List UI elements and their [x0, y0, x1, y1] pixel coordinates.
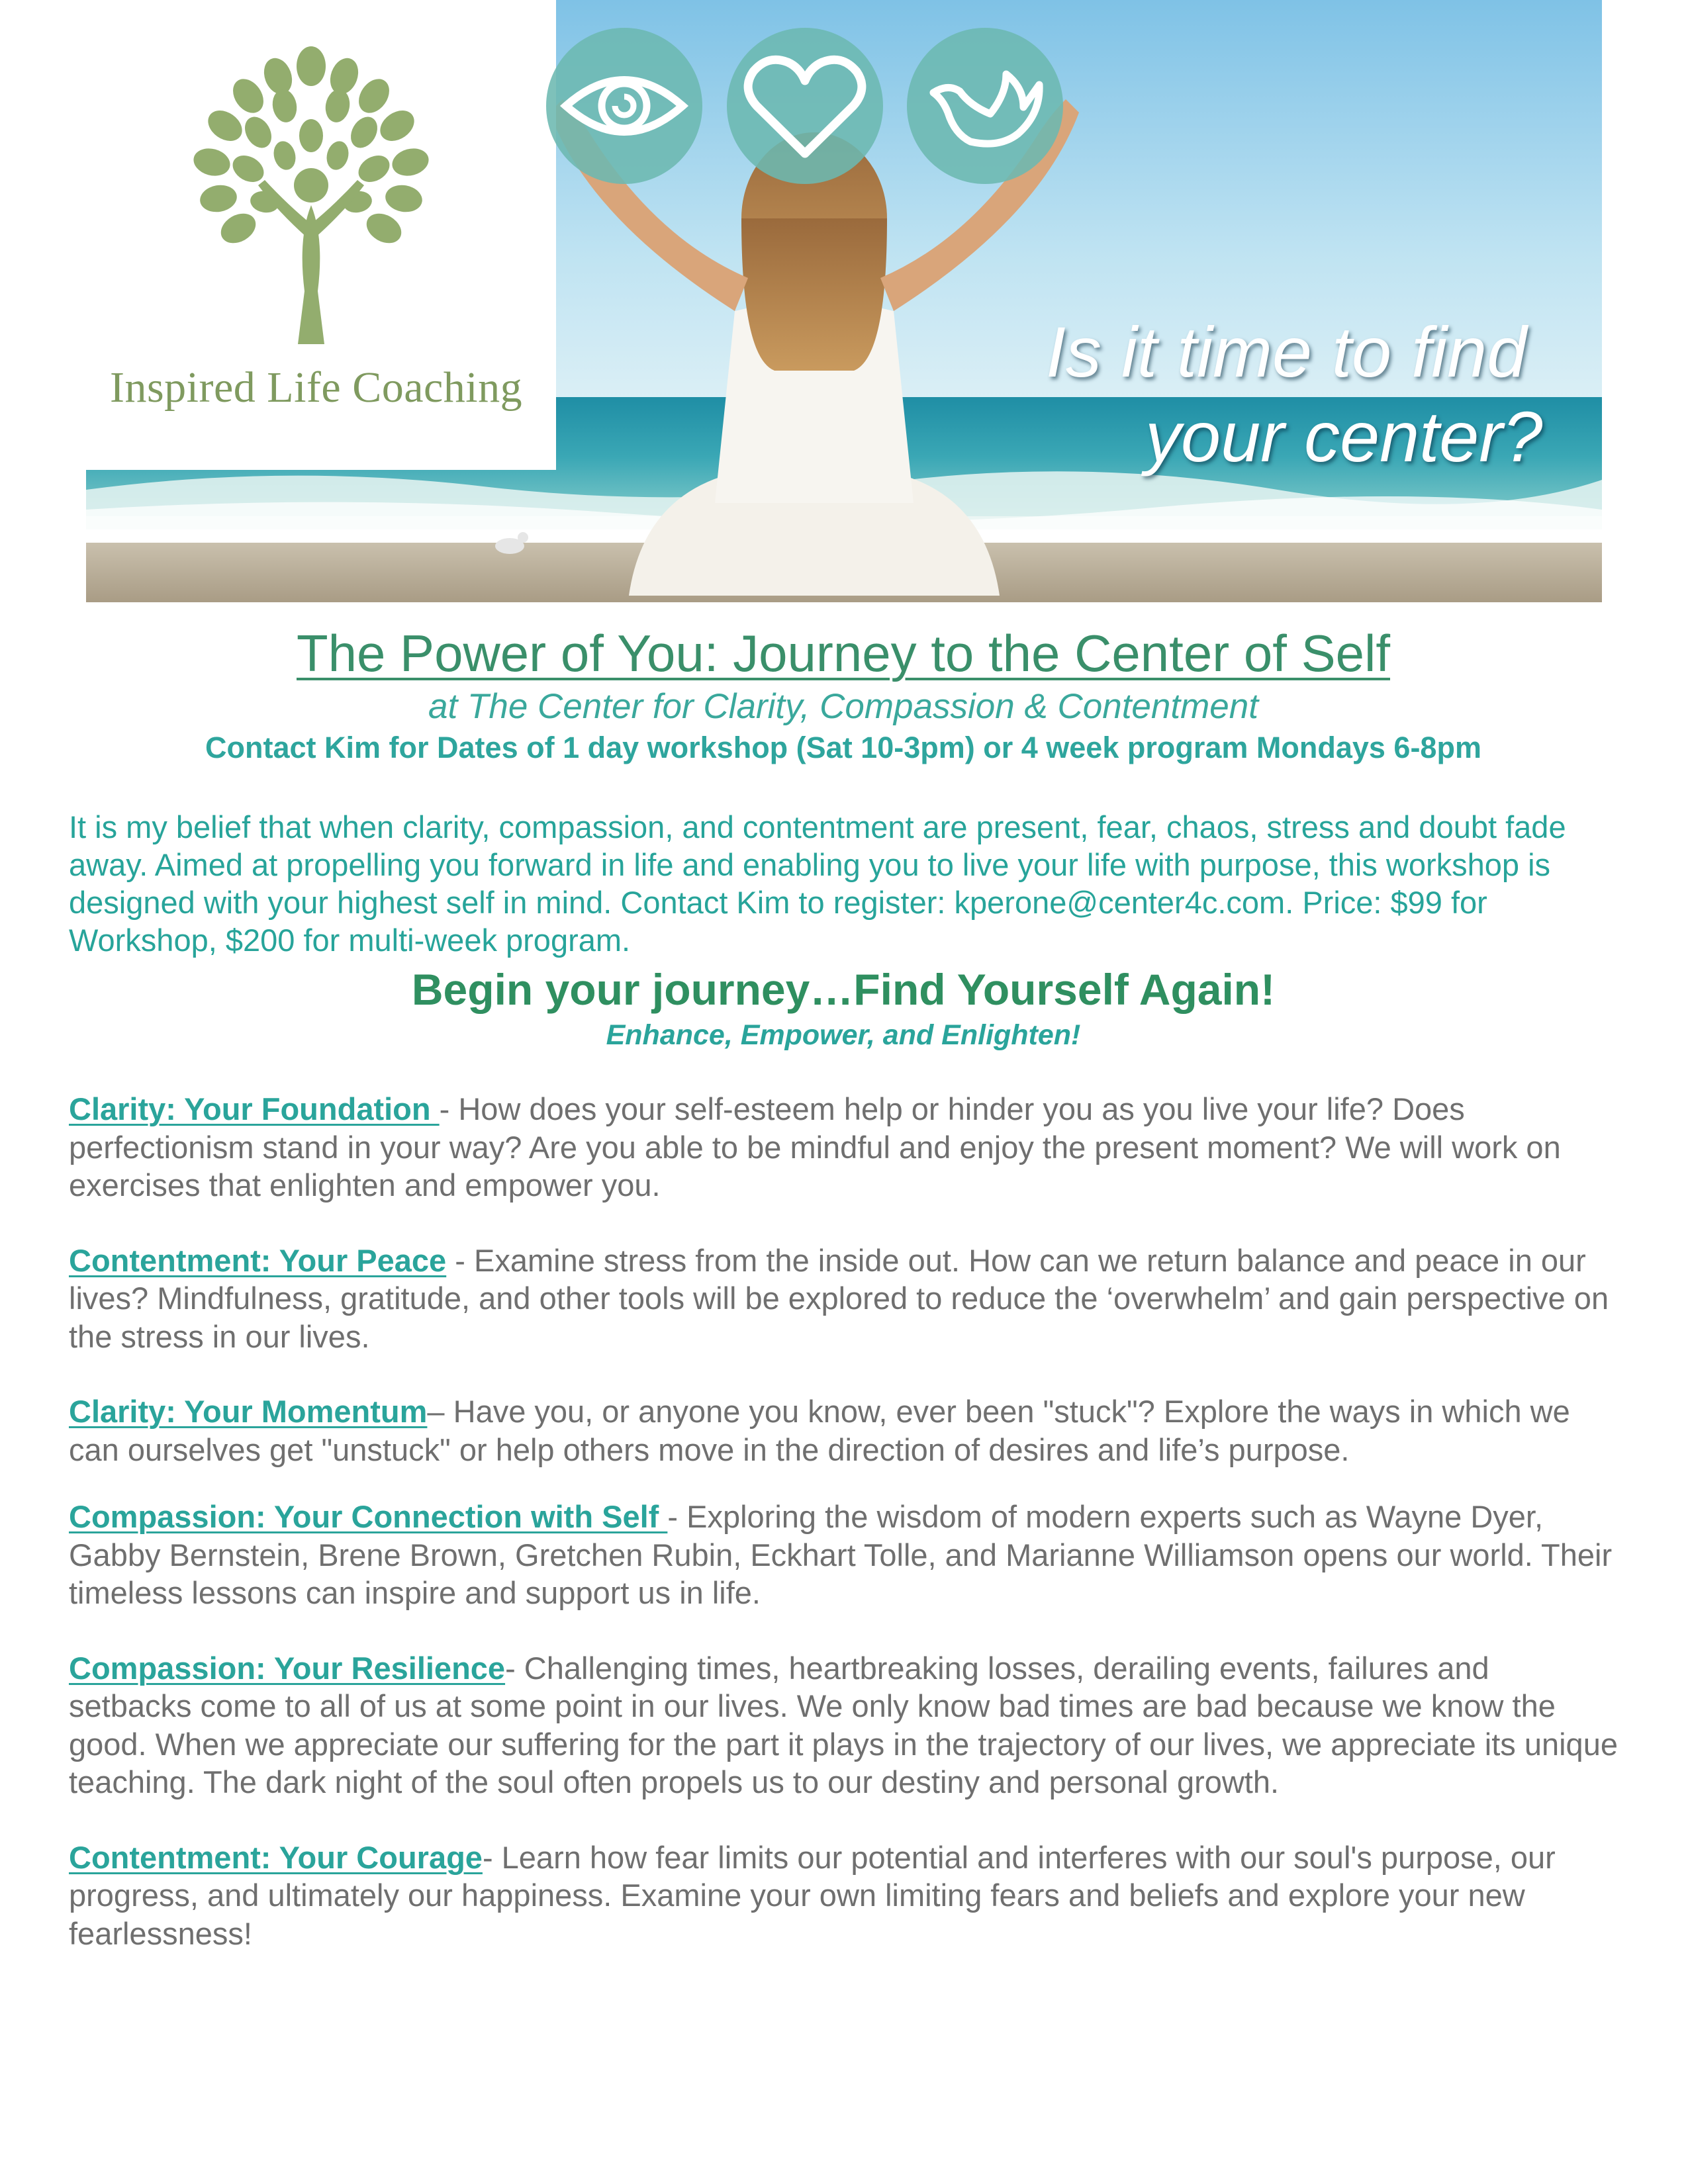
tagline-line-1: Is it time to find — [1046, 312, 1527, 392]
section-contentment-courage — [69, 1839, 1618, 1953]
heart-icon — [727, 28, 883, 184]
section-heading: Compassion: Your Connection with Self — [69, 1499, 668, 1534]
intro-paragraph: It is my belief that when clarity, compassion, and contentment are present, fear, chaos, stress and doubt fade away. Aimed at propelling you forward in life and enabling you to live your life with purpose, this workshop is designed with your highest self in mind. Contact Kim to register: kperone@center4c.com. Price: $99 for Workshop, $200 for multi-week program. — [69, 809, 1566, 958]
section-compassion-connection — [69, 1498, 1618, 1612]
hero-tagline — [1000, 310, 1569, 479]
logo-panel — [86, 0, 556, 470]
flyer-content — [69, 612, 1618, 1952]
hero-banner — [86, 0, 1602, 602]
section-body: Have you, or anyone you know, ever been "stuck"? Explore the ways in which we can ourselves get "unstuck" or help others move in the direction of desires and life’s purpose. — [69, 1394, 1570, 1467]
eye-icon — [546, 28, 702, 184]
section-body: Challenging times, heartbreaking losses, derailing events, failures and setbacks come to all of us at some point in our lives. We only know bad times are bad because we know the good. When we appreciate our suffering for the part it plays in the trajectory of our lives, we appreciate its unique teaching. The dark night of the soul often propels us to our destiny and personal growth. — [69, 1650, 1618, 1799]
dove-icon — [907, 28, 1063, 184]
section-body: Learn how fear limits our potential and interferes with our soul's purpose, our progress, and ultimately our happiness. Examine your own limiting fears and beliefs and explore your new fearlessness! — [69, 1839, 1556, 1951]
section-separator: - — [446, 1242, 474, 1278]
schedule-line: Contact Kim for Dates of 1 day workshop (Sat 10-3pm) or 4 week program Mondays 6-8pm — [205, 731, 1481, 764]
section-heading: Clarity: Your Foundation — [69, 1091, 440, 1126]
section-heading: Contentment: Your Peace — [69, 1242, 447, 1278]
section-body: Examine stress from the inside out. How can we return balance and peace in our lives? Mindfulness, gratitude, and other tools will be explored to reduce the ‘overwhelm’ and gain perspective on the stress in our lives. — [69, 1242, 1609, 1354]
brand-name: Inspired Life Coaching — [110, 363, 523, 412]
section-contentment-peace — [69, 1242, 1618, 1356]
section-clarity-foundation — [69, 1090, 1618, 1205]
section-body: How does your self-esteem help or hinder you as you live your life? Does perfectionism stand in your way? Are you able to be mindful and enjoy the present moment? We will work on exercises that enlighten and empower you. — [69, 1091, 1561, 1203]
page-subtitle: at The Center for Clarity, Compassion & Contentment — [428, 687, 1258, 726]
section-clarity-momentum — [69, 1392, 1618, 1469]
section-heading: Clarity: Your Momentum — [69, 1394, 428, 1429]
section-separator: – — [427, 1394, 453, 1429]
tree-person-logo — [165, 40, 457, 357]
section-separator: - — [482, 1839, 502, 1875]
section-separator: - — [505, 1650, 524, 1686]
section-compassion-resilience — [69, 1649, 1618, 1801]
section-body: Exploring the wisdom of modern experts such as Wayne Dyer, Gabby Bernstein, Brene Brown, Gretchen Rubin, Eckhart Tolle, and Marianne Williamson opens our world. Their timeless lessons can inspire and support us in life. — [69, 1499, 1613, 1610]
tagline-line-2: your center? — [1145, 396, 1543, 477]
section-heading: Contentment: Your Courage — [69, 1839, 483, 1875]
page-title: The Power of You: Journey to the Center of Self — [296, 624, 1390, 682]
section-separator: - — [667, 1499, 687, 1534]
cta-subheadline: Enhance, Empower, and Enlighten! — [606, 1019, 1081, 1051]
section-separator: - — [439, 1091, 459, 1126]
cta-headline: Begin your journey…Find Yourself Again! — [411, 965, 1276, 1014]
section-heading: Compassion: Your Resilience — [69, 1650, 506, 1686]
